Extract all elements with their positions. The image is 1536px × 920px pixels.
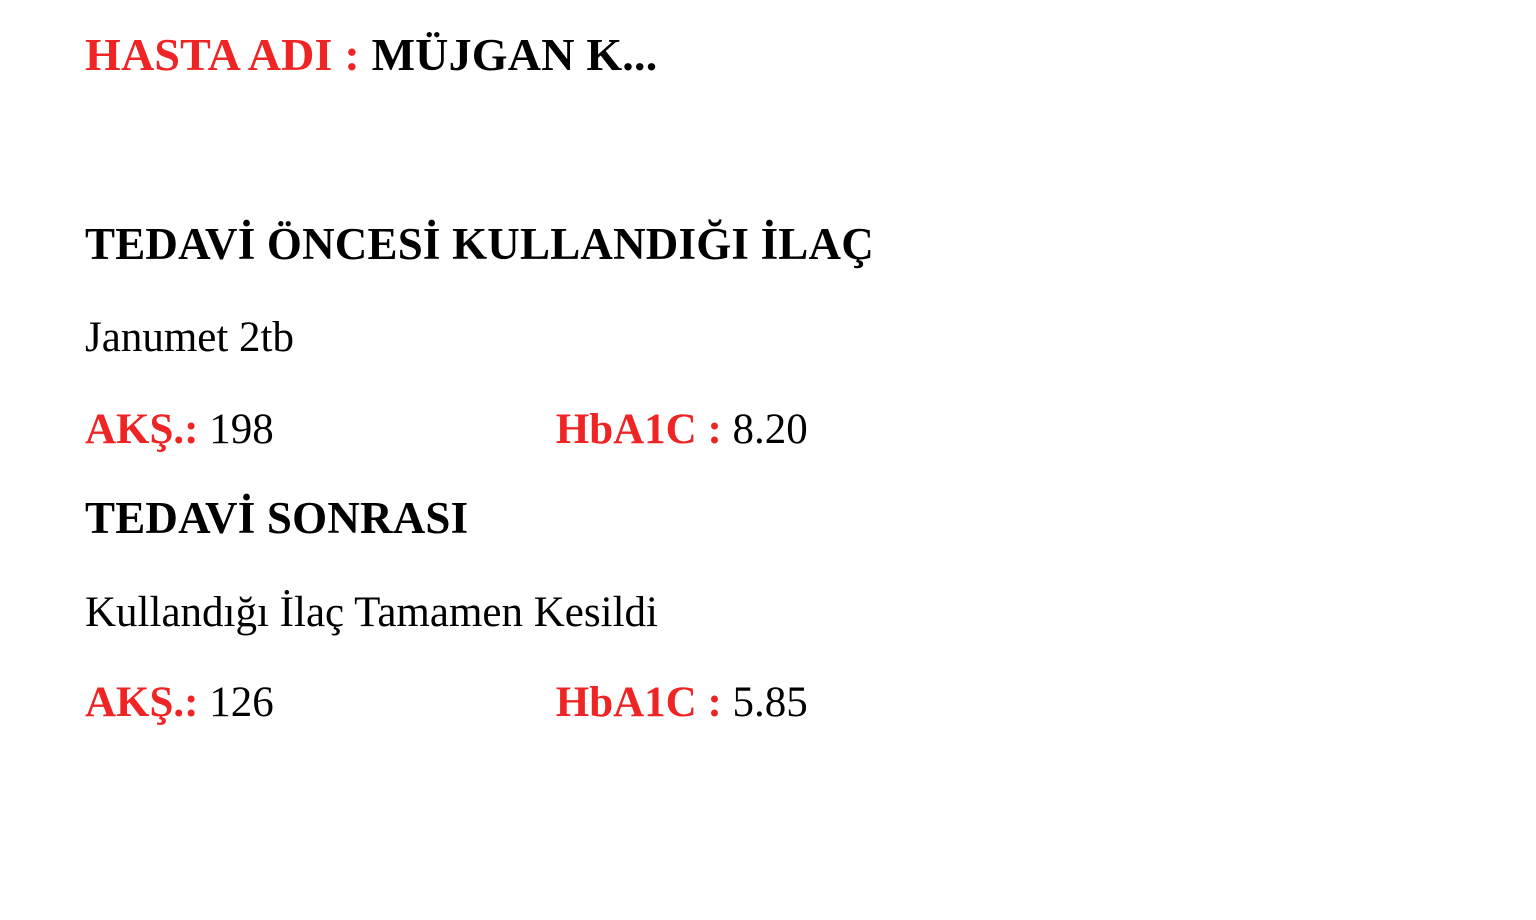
before-fbg-label: AKŞ.: <box>85 406 199 453</box>
after-fbg-metric <box>85 678 545 727</box>
after-fbg-label: AKŞ.: <box>85 679 199 726</box>
before-fbg-value: 198 <box>209 406 274 453</box>
before-treatment-heading: TEDAVİ ÖNCESİ KULLANDIĞI İLAÇ <box>85 219 874 269</box>
before-hba1c-value: 8.20 <box>732 406 808 453</box>
after-treatment-metrics <box>85 678 808 727</box>
after-hba1c-label: HbA1C : <box>555 679 722 726</box>
patient-name-label: HASTA ADI : <box>85 29 360 80</box>
patient-name-line <box>85 28 657 81</box>
after-hba1c-metric <box>556 679 808 726</box>
before-hba1c-label: HbA1C : <box>555 406 722 453</box>
patient-name-value: MÜJGAN K... <box>371 29 658 80</box>
before-hba1c-metric <box>556 406 808 453</box>
before-treatment-drug: Janumet 2tb <box>85 314 294 361</box>
after-hba1c-value: 5.85 <box>732 679 808 726</box>
before-fbg-metric <box>85 405 545 454</box>
after-treatment-drug: Kullandığı İlaç Tamamen Kesildi <box>85 589 658 636</box>
after-treatment-heading: TEDAVİ SONRASI <box>85 493 469 543</box>
before-treatment-metrics <box>85 405 808 454</box>
after-fbg-value: 126 <box>209 679 274 726</box>
